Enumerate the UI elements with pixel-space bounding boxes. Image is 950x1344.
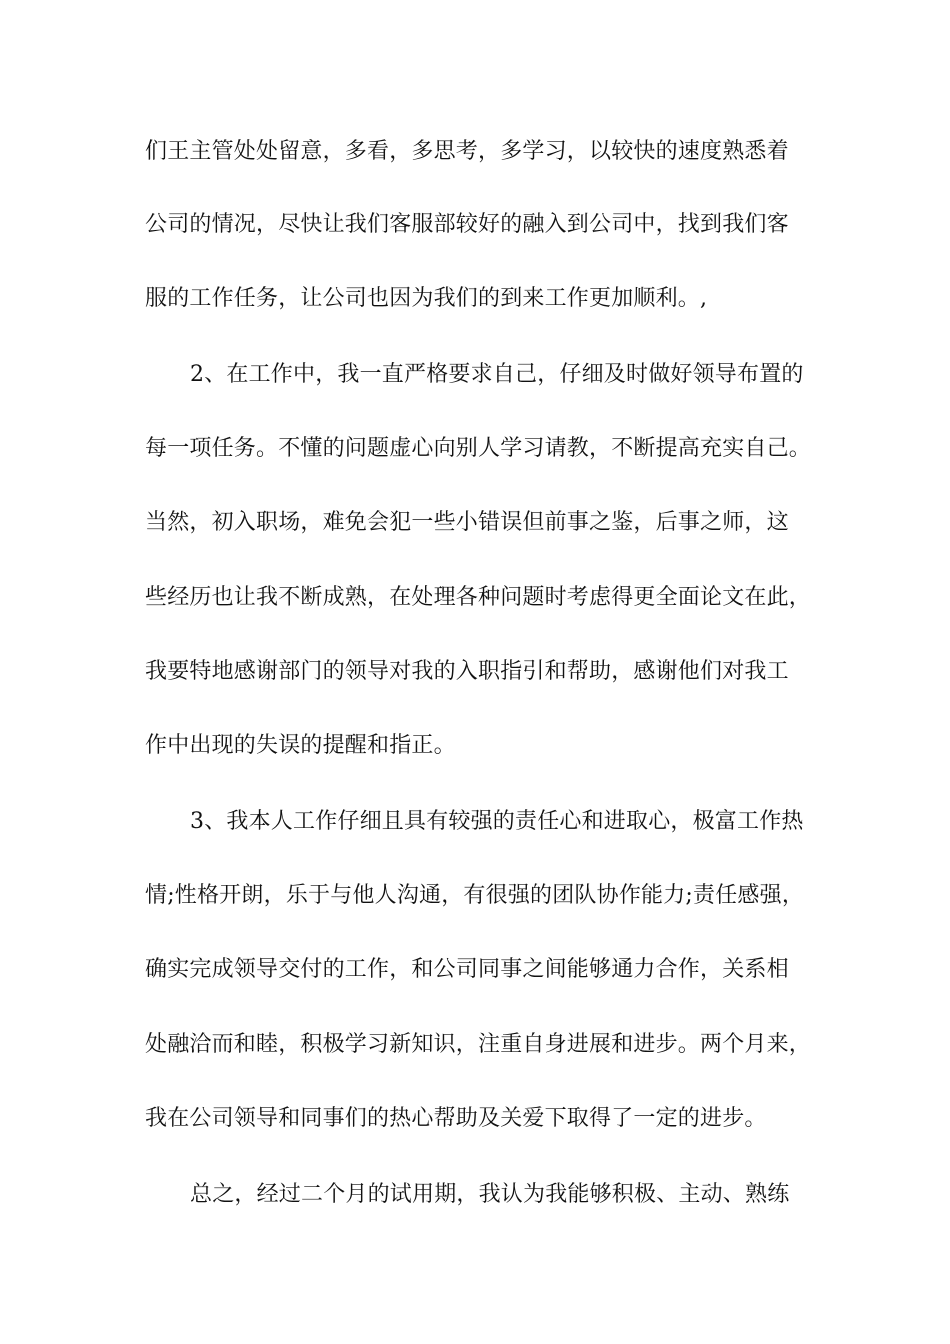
text-line: 公司的情况，尽快让我们客服部较好的融入到公司中，找到我们客: [145, 212, 789, 237]
paragraph-summary-start: 总之，经过二个月的试用期，我认为我能够积极、主动、熟练: [190, 1182, 790, 1207]
text-line: 当然，初入职场，难免会犯一些小错误但前事之鉴，后事之师，这: [145, 510, 789, 535]
text-line: 情;性格开朗，乐于与他人沟通，有很强的团队协作能力;责任感强，: [145, 883, 805, 908]
text-line: 我在公司领导和同事们的热心帮助及关爱下取得了一定的进步。: [145, 1106, 767, 1131]
paragraph-3-start: 3、我本人工作仔细且具有较强的责任心和进取心，极富工作热: [190, 809, 804, 834]
text-line: 每一项任务。不懂的问题虚心向别人学习请教，不断提高充实自己。: [145, 436, 812, 461]
text-line: 我要特地感谢部门的领导对我的入职指引和帮助，感谢他们对我工: [145, 659, 789, 684]
text-line: 们王主管处处留意，多看，多思考，多学习，以较快的速度熟悉着: [145, 139, 789, 164]
paragraph-2-start: 2、在工作中，我一直严格要求自己，仔细及时做好领导布置的: [190, 362, 804, 387]
text-line: 些经历也让我不断成熟，在处理各种问题时考虑得更全面论文在此，: [145, 585, 812, 610]
text-line: 服的工作任务，让公司也因为我们的到来工作更加顺利。,: [145, 286, 708, 311]
text-line: 处融洽而和睦，积极学习新知识，注重自身进展和进步。两个月来，: [145, 1032, 812, 1057]
text-line: 确实完成领导交付的工作，和公司同事之间能够通力合作，关系相: [145, 957, 789, 982]
text-line: 作中出现的失误的提醒和指正。: [145, 733, 456, 758]
